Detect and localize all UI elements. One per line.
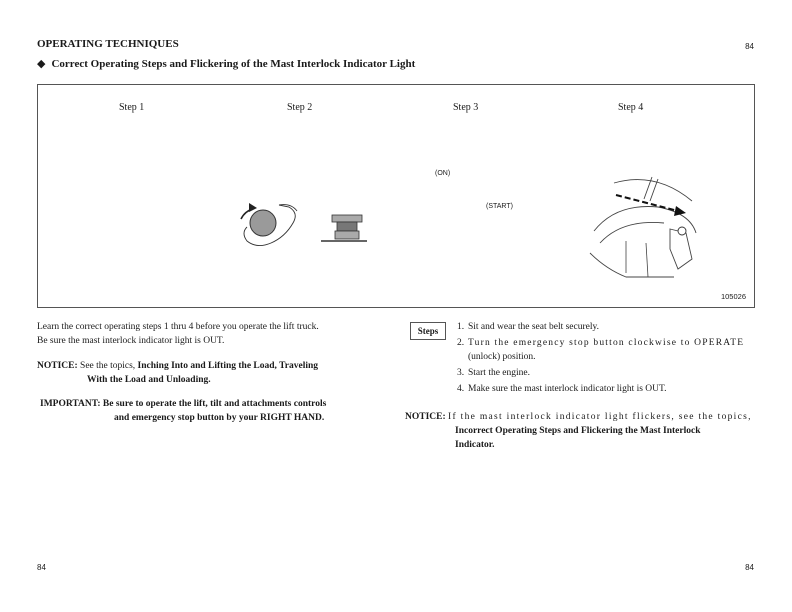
notice-label: NOTICE: xyxy=(405,412,446,422)
notice-topic-2: With the Load and Unloading. xyxy=(87,375,211,385)
steps-box: Steps xyxy=(410,322,446,340)
important-note xyxy=(37,397,389,425)
notice-label: NOTICE: xyxy=(37,361,78,371)
page-number-bottom-left: 84 xyxy=(37,563,46,572)
steps-figure xyxy=(37,84,755,308)
hand-turning-button-illustration xyxy=(233,193,305,253)
page-number-bottom-right: 84 xyxy=(745,563,754,572)
important-line-1: Be sure to operate the lift, tilt and attachments controls xyxy=(102,399,327,409)
step-4-label: Step 4 xyxy=(618,102,644,113)
notice-topic-2: Indicator. xyxy=(455,440,495,450)
steering-dashboard-illustration xyxy=(586,173,716,283)
list-item: 3. Start the engine. xyxy=(457,368,530,378)
ignition-on-label: (ON) xyxy=(435,170,451,177)
list-item: 4. Make sure the mast interlock indicator light is OUT. xyxy=(457,384,667,394)
notice-right xyxy=(405,410,755,452)
step-1-label: Step 1 xyxy=(119,102,145,113)
subtitle-text: Correct Operating Steps and Flickering of the Mast Interlock Indicator Light xyxy=(51,58,416,70)
left-column xyxy=(37,320,389,425)
section-title: OPERATING TECHNIQUES xyxy=(37,38,179,50)
notice-topic-1: Inching Into and Lifting the Load, Traveling xyxy=(137,361,319,371)
subtitle xyxy=(37,57,415,70)
page-number-top: 84 xyxy=(745,42,754,51)
notice-topic-1: Incorrect Operating Steps and Flickering the Mast Interlock xyxy=(455,426,701,436)
steps-list xyxy=(457,320,755,398)
notice-text: If the mast interlock indicator light flickers, see the topics, xyxy=(448,412,752,422)
emergency-stop-button-icon xyxy=(321,211,367,245)
list-item: 1. Sit and wear the seat belt securely. xyxy=(457,322,600,332)
important-line-2: and emergency stop button by your RIGHT HAND. xyxy=(114,413,325,423)
intro-line-2: Be sure the mast interlock indicator light is OUT. xyxy=(37,336,225,346)
important-label: IMPORTANT: xyxy=(40,399,101,409)
diamond-bullet-icon: ◆ xyxy=(37,58,46,70)
ignition-start-label: (START) xyxy=(486,203,513,210)
step-2-label: Step 2 xyxy=(287,102,313,113)
notice-left xyxy=(37,359,389,387)
intro-line-1: Learn the correct operating steps 1 thru 4 before you operate the lift truck. xyxy=(37,322,319,332)
step-3-label: Step 3 xyxy=(453,102,479,113)
notice-text: See the topics, xyxy=(80,361,136,371)
figure-code: 105026 xyxy=(720,292,746,301)
list-item: 2. Turn the emergency stop button clockwise to OPERATE (unlock) position. xyxy=(457,338,745,362)
